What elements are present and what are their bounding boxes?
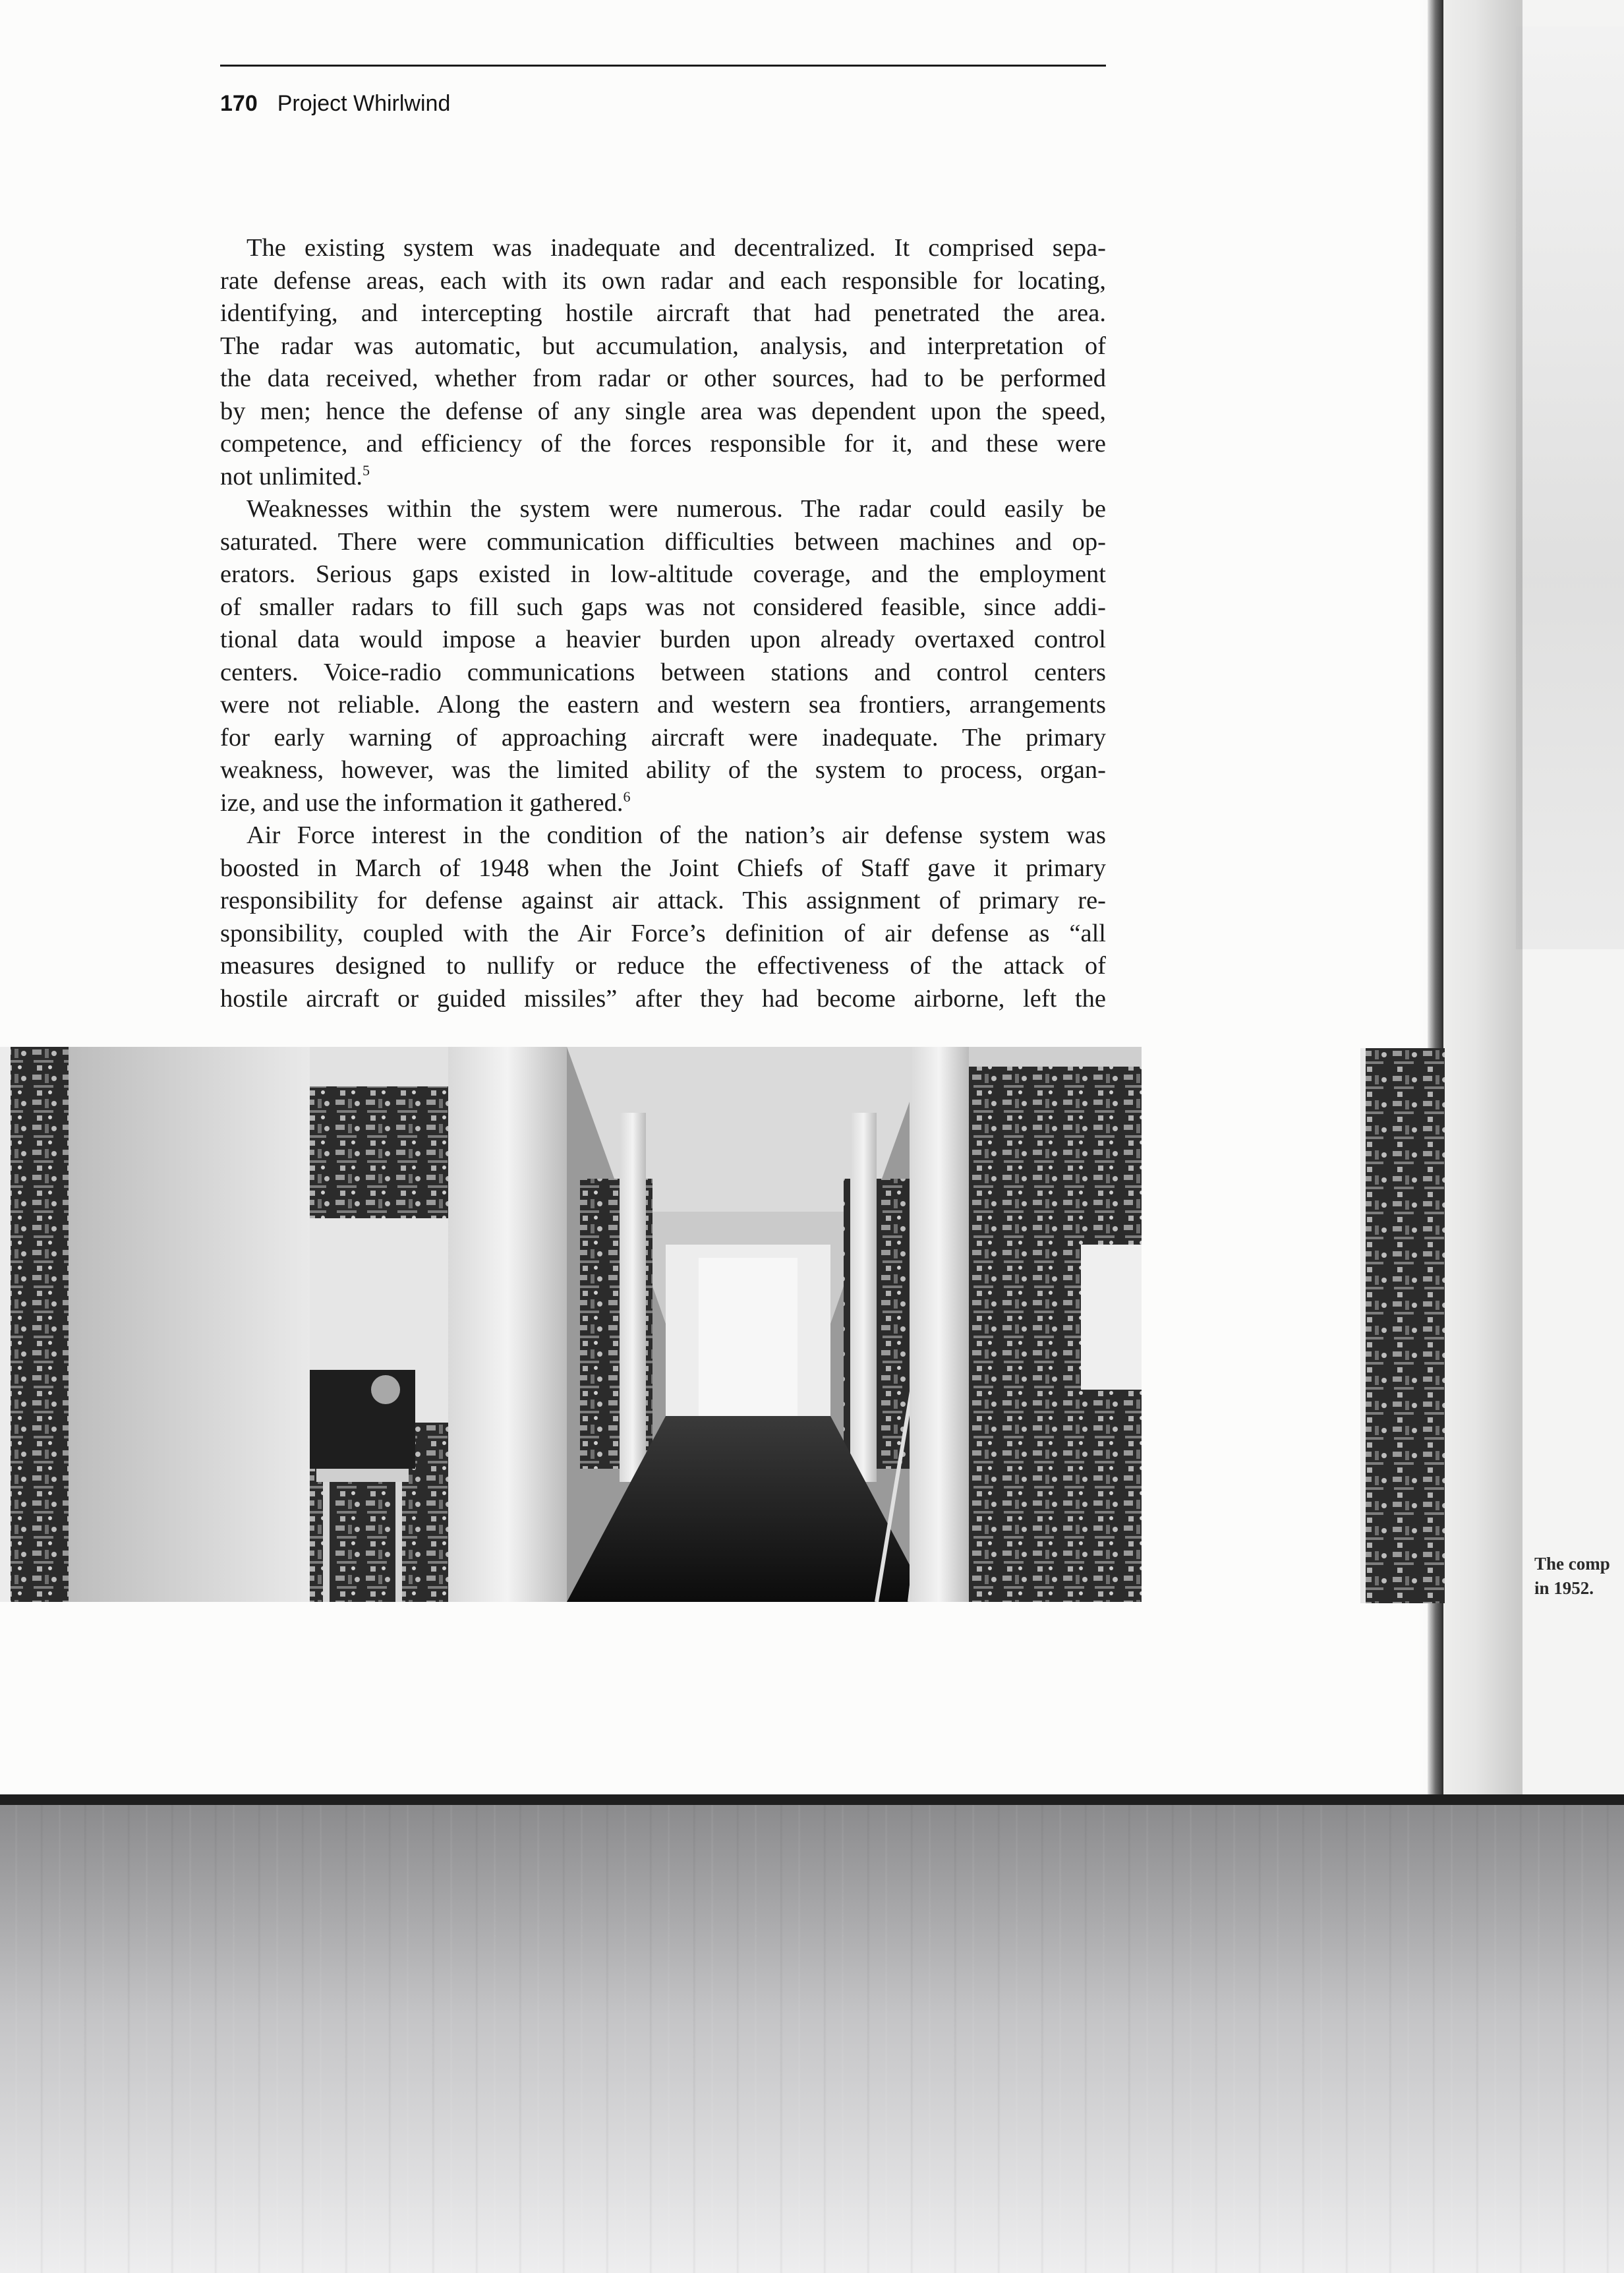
text-line-content: measures designed to nullify or reduce the effectiveness of the attack of — [220, 952, 1106, 980]
text-line — [220, 428, 1106, 461]
facing-page-shading — [1516, 26, 1624, 949]
text-line — [220, 819, 1106, 852]
text-line-content: for early warning of approaching aircraft were inadequate. The primary — [220, 723, 1106, 752]
text-line — [220, 657, 1106, 690]
caption-line-1: The comp — [1534, 1554, 1610, 1574]
text-line-content: were not reliable. Along the eastern and western sea frontiers, arrangements — [220, 691, 1106, 719]
text-line-content: The existing system was inadequate and decentralized. It comprised sepa- — [246, 234, 1106, 262]
text-line — [220, 461, 1106, 494]
text-line-content: responsibility for defense against air attack. This assignment of primary re- — [220, 887, 1106, 914]
page-number: 170 — [220, 91, 258, 116]
footnote-marker: 6 — [623, 788, 631, 805]
text-line — [220, 297, 1106, 330]
text-line-content: ize, and use the information it gathered. — [220, 788, 624, 817]
scanner-edge — [0, 1794, 1624, 1805]
text-line — [220, 885, 1106, 918]
figure-caption — [1534, 1552, 1610, 1601]
running-title: Project Whirlwind — [277, 91, 451, 116]
text-line-content: the data received, whether from radar or other sources, had to be performed — [220, 365, 1106, 392]
text-line-content: rate defense areas, each with its own radar and each responsible for locating, — [220, 266, 1106, 295]
body-text — [220, 232, 1106, 1015]
text-line-content: of smaller radars to fill such gaps was not considered feasible, since addi- — [220, 593, 1106, 621]
text-line-content: centers. Voice-radio communications between stations and control centers — [220, 658, 1106, 686]
text-line-content: by men; hence the defense of any single area was dependent upon the speed, — [220, 397, 1106, 425]
text-line — [220, 363, 1106, 396]
text-line-content: hostile aircraft or guided missiles” after they had become airborne, left the — [220, 984, 1106, 1013]
text-line — [220, 689, 1106, 722]
text-line-content: identifying, and intercepting hostile aircraft that had penetrated the area. — [220, 299, 1106, 327]
text-line — [220, 265, 1106, 298]
text-line-content: weakness, however, was the limited ability of the system to process, organ- — [220, 756, 1106, 784]
computer-room-photograph — [0, 1047, 1142, 1602]
text-line — [220, 396, 1106, 428]
text-line — [220, 918, 1106, 951]
text-line — [220, 722, 1106, 755]
text-line — [220, 330, 1106, 363]
text-line — [220, 983, 1106, 1016]
header-rule — [220, 65, 1106, 67]
text-line — [220, 591, 1106, 624]
caption-line-2: in 1952. — [1534, 1578, 1594, 1598]
text-line-content: Air Force interest in the condition of the nation’s air defense system was — [246, 821, 1106, 849]
text-line-content: Weaknesses within the system were numerous. The radar could easily be — [246, 495, 1106, 523]
text-line-content: erators. Serious gaps existed in low-altitude coverage, and the employment — [220, 560, 1106, 588]
text-line — [220, 232, 1106, 265]
text-line — [220, 624, 1106, 657]
text-line-content: The radar was automatic, but accumulation, analysis, and interpretation of — [220, 332, 1106, 360]
text-line — [220, 950, 1106, 983]
text-line-content: not unlimited. — [220, 462, 363, 490]
text-line — [220, 787, 1106, 820]
text-line-content: competence, and efficiency of the forces responsible for it, and these were — [220, 430, 1106, 458]
text-line — [220, 754, 1106, 787]
text-line — [220, 852, 1106, 885]
footnote-marker: 5 — [362, 461, 370, 479]
text-line — [220, 558, 1106, 591]
text-line-content: saturated. There were communication difficulties between machines and op- — [220, 527, 1106, 556]
text-line-content: boosted in March of 1948 when the Joint Chiefs of Staff gave it primary — [220, 854, 1106, 882]
text-line — [220, 493, 1106, 526]
text-line-content: tional data would impose a heavier burden upon already overtaxed control — [220, 626, 1106, 653]
text-line — [220, 526, 1106, 559]
photograph-continuation — [1360, 1048, 1445, 1603]
running-header — [220, 91, 450, 117]
text-line-content: sponsibility, coupled with the Air Force’s definition of air defense as “all — [220, 919, 1106, 947]
scanner-bed — [0, 1805, 1624, 2273]
